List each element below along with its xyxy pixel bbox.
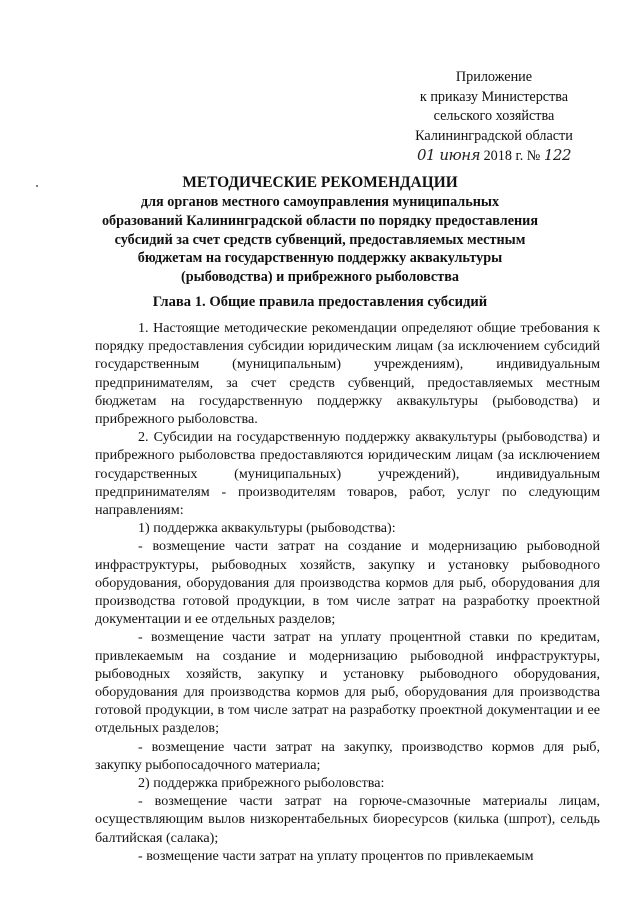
annex-line-4: Калининградской области <box>415 127 573 144</box>
annex-block <box>384 68 604 167</box>
paragraph: 2. Субсидии на государственную поддержку аквакультуры (рыбоводства) и прибрежного рыболовства предоставляются юридическим лицам (за исключением государственных (муниципальных) учреждений), индивидуальным предпринимателям - производителям товаров, работ, услуг по следующим направлениям: <box>95 429 600 519</box>
handwritten-number: 122 <box>543 146 572 165</box>
title-block <box>100 172 540 287</box>
list-item: - возмещение части затрат на закупку, производство кормов для рыб, закупку рыбопосадочного материала; <box>95 738 600 773</box>
document-body <box>95 319 600 865</box>
list-item: - возмещение части затрат на горюче-смазочные материалы лицам, осуществляющим вылов низкорентабельных биоресурсов (килька (шпрот), сельдь балтийская (салака); <box>95 793 600 846</box>
list-item: - возмещение части затрат на уплату процентов по привлекаемым <box>138 847 534 864</box>
annex-year: 2018 г. № <box>483 148 541 165</box>
list-item: 2) поддержка прибрежного рыболовства: <box>138 775 385 792</box>
chapter-heading: Глава 1. Общие правила предоставления субсидий <box>152 294 488 310</box>
document-title: МЕТОДИЧЕСКИЕ РЕКОМЕНДАЦИИ <box>182 174 458 191</box>
annex-date-line <box>384 146 604 167</box>
list-item: - возмещение части затрат на уплату процентной ставки по кредитам, привлекаемым на создание и модернизацию рыбоводной инфраструктуры, рыбоводных хозяйств, закупку и установку рыбоводного оборудования, оборудования для производства кормов для рыб, оборудования для производства готовой продукции, в том числе затрат на разработку проектной документации и ее отдельных разделов; <box>95 629 600 737</box>
list-item: - возмещение части затрат на создание и модернизацию рыбоводной инфраструктуры, рыбоводных хозяйств, закупку и установку рыбоводного оборудования, оборудования для производства кормов для рыб, оборудования для производства готовой продукции, в том числе затрат на разработку проектной документации и ее отдельных разделов; <box>95 538 600 628</box>
annex-line-1: Приложение <box>455 69 533 85</box>
handwritten-date: 01 июня <box>416 146 481 165</box>
list-item: 1) поддержка аквакультуры (рыбоводства): <box>138 520 396 537</box>
scan-speck <box>36 185 38 187</box>
document-subtitle: для органов местного самоуправления муниципальных образований Калининградской области по порядку предоставления субсидий за счет средств субвенций, предоставляемых местным бюджетам на государственную поддержку аквакультуры (рыбоводства) и прибрежного рыболовства <box>101 194 539 286</box>
paragraph: 1. Настоящие методические рекомендации определяют общие требования к порядку предоставления субсидии юридическим лицам (за исключением субсидий государственным (муниципальным) учреждениям), индивидуальным предпринимателям, за счет средств субвенций, предоставляемых местным бюджетам на государственную поддержку аквакультуры (рыбоводства) и прибрежного рыболовства. <box>95 320 600 428</box>
annex-line-2: к приказу Министерства <box>419 88 569 105</box>
annex-line-3: сельского хозяйства <box>433 108 555 125</box>
